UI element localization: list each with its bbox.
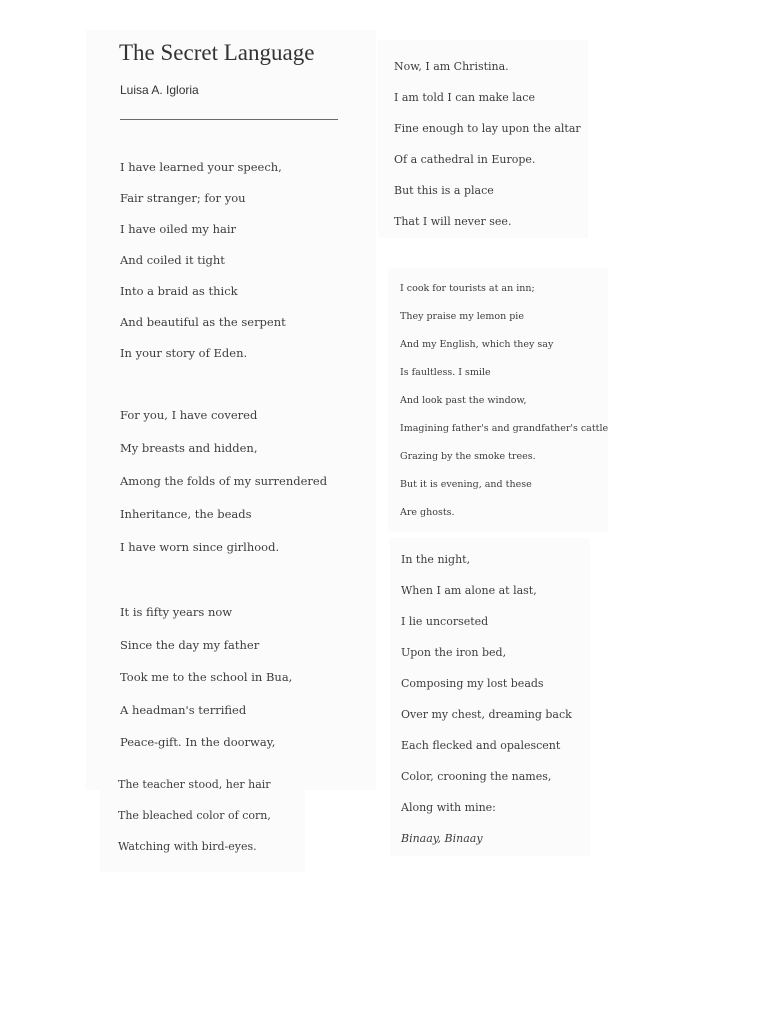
- poem-line: Into a braid as thick: [120, 284, 238, 298]
- poem-line: Along with mine:: [401, 801, 496, 814]
- title-divider: [120, 119, 338, 120]
- poem-line: Composing my lost beads: [401, 677, 544, 690]
- poem-line: Inheritance, the beads: [120, 507, 252, 521]
- poem-line: Watching with bird-eyes.: [118, 840, 257, 853]
- poem-title: The Secret Language: [119, 40, 315, 65]
- stanza-5: [394, 58, 581, 244]
- poem-line: And coiled it tight: [120, 253, 225, 267]
- poem-line: When I am alone at last,: [401, 584, 537, 597]
- poem-line: A headman's terrified: [120, 702, 247, 717]
- poem-line: Imagining father's and grandfather's cattle: [400, 423, 609, 434]
- stanza-7: [401, 551, 572, 861]
- poem-line: Grazing by the smoke trees.: [400, 451, 536, 462]
- poem-line: In the night,: [401, 553, 471, 566]
- stanza-1: [120, 158, 286, 375]
- poem-line: That I will never see.: [394, 215, 512, 228]
- poem-line: Since the day my father: [120, 637, 260, 652]
- poem-line: They praise my lemon pie: [400, 311, 524, 322]
- stanza-3: [120, 603, 292, 766]
- poem-line: But this is a place: [394, 184, 494, 197]
- poem-line: And beautiful as the serpent: [120, 315, 286, 329]
- poem-author: Luisa A. Igloria: [120, 83, 199, 97]
- poem-line: In your story of Eden.: [120, 346, 248, 360]
- poem-line: And look past the window,: [400, 395, 527, 406]
- poem-line: For you, I have covered: [120, 408, 258, 422]
- poem-line: I have oiled my hair: [120, 222, 237, 236]
- poem-line: Are ghosts.: [400, 507, 455, 518]
- poem-line-closing: Binaay, Binaay: [401, 832, 483, 845]
- poem-line: Each flecked and opalescent: [401, 739, 561, 752]
- poem-line: The bleached color of corn,: [118, 809, 271, 822]
- poem-line: Fair stranger; for you: [120, 191, 246, 205]
- poem-line: Now, I am Christina.: [394, 60, 509, 73]
- poem-line: Fine enough to lay upon the altar: [394, 122, 581, 135]
- poem-line: Of a cathedral in Europe.: [394, 153, 536, 166]
- poem-line: Upon the iron bed,: [401, 646, 507, 659]
- poem-line: I lie uncorseted: [401, 615, 489, 628]
- poem-line: Over my chest, dreaming back: [401, 708, 572, 721]
- poem-line: My breasts and hidden,: [120, 441, 258, 455]
- poem-line: I am told I can make lace: [394, 91, 535, 104]
- stanza-4: [118, 776, 271, 869]
- poem-line: It is fifty years now: [120, 605, 233, 619]
- poem-line: Took me to the school in Bua,: [120, 670, 293, 684]
- poem-line: The teacher stood, her hair: [118, 778, 271, 791]
- poem-line: I have worn since girlhood.: [120, 540, 280, 554]
- poem-line: Peace-gift. In the doorway,: [120, 735, 276, 749]
- poem-line: Is faultless. I smile: [400, 367, 491, 378]
- poem-line: Color, crooning the names,: [401, 770, 552, 783]
- stanza-2: [120, 406, 327, 571]
- stanza-6: [400, 281, 608, 533]
- poem-line: I have learned your speech,: [120, 160, 282, 174]
- poem-line: And my English, which they say: [400, 339, 554, 350]
- poem-line: I cook for tourists at an inn;: [400, 283, 535, 294]
- poem-line: Among the folds of my surrendered: [120, 474, 328, 488]
- poem-line: But it is evening, and these: [400, 479, 532, 490]
